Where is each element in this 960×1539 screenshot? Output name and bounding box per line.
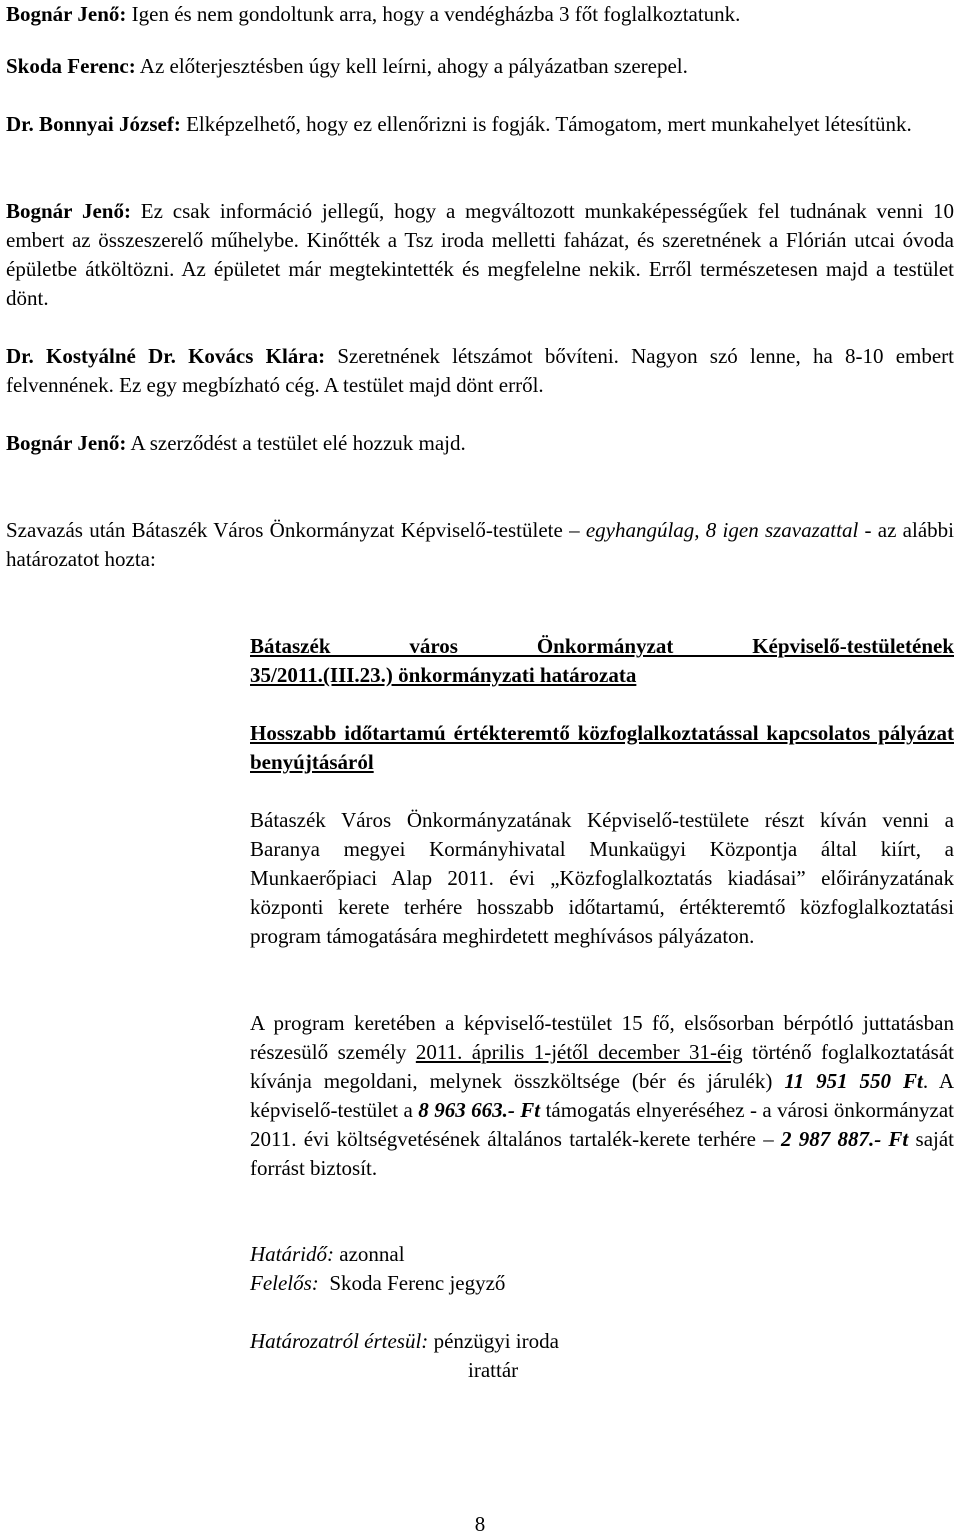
speaker-name: Dr. Kostyálné Dr. Kovács Klára: [6,344,326,368]
speaker-name: Bognár Jenő: [6,199,131,223]
notify-label: Határozatról értesül: [250,1329,429,1353]
resolution-subject: Hosszabb időtartamú értékteremtő közfoglalkoztatással kapcsolatos pályázat benyújtásáról [250,721,954,774]
responsible-label: Felelős: [250,1271,319,1295]
dialogue-entry-4 [6,197,954,313]
vote-result: egyhangúlag, 8 igen szavazattal [585,518,859,542]
resolution-title-line1: Bátaszék város Önkormányzat Képviselő-testületének [250,634,954,658]
dialogue-text: Ez csak információ jellegű, hogy a megváltozott munkaképességűek fel tudnának venni 10 embert az összeszerelő műhelybe. Kinőtték a Tsz iroda melletti faházat, és szeretnének a Flórián utcai óvoda épületbe átköltözni. Az épületet már megtekintették és megfelelne nekik. Erről természetesen majd a testület dönt. [6,199,955,310]
speaker-name: Dr. Bonnyai József: [6,112,181,136]
dialogue-entry-3 [6,110,954,139]
dialogue-text: Igen és nem gondoltunk arra, hogy a vendégházba 3 főt foglalkoztatunk. [126,2,741,26]
speaker-name: Bognár Jenő: [6,431,127,455]
dialogue-entry-2 [6,52,954,81]
dialogue-text: Elképzelhető, hogy ez ellenőrizni is fogják. Támogatom, mert munkahelyet létesítünk. [180,112,912,136]
dialogue-entry-1 [6,0,954,29]
own-funds: 2 987 887.- Ft [780,1127,909,1151]
support-amount: 8 963 663.- Ft [418,1098,541,1122]
body2-text: saját forrást biztosít. [250,1127,955,1180]
notify-line [250,1327,954,1356]
body2-text: . A képviselő-testület a [250,1069,955,1122]
deadline-line [250,1240,954,1269]
body2-text: történő foglalkoztatását kívánja megoldani, melynek összköltsége (bér és járulék) [250,1040,954,1093]
dialogue-entry-5 [6,342,954,400]
vote-statement [6,516,954,574]
resolution-body-1: Bátaszék Város Önkormányzatának Képviselő-testülete részt kíván venni a Baranya megyei Kormányhivatal Munkaügyi Központja által kiírt, a Munkaerőpiaci Alap 2011. évi „Közfoglalkoztatás kiadásai” előirányzatának központi kerete terhére hosszabb időtartamú, értékteremtő közfoglalkoztatási program támogatására meghirdetett meghívásos pályázaton. [250,808,954,948]
vote-prefix: Szavazás után Bátaszék Város Önkormányzat Képviselő-testülete – [6,518,586,542]
total-cost: 11 951 550 Ft [784,1069,923,1093]
responsible-value: Skoda Ferenc jegyző [318,1271,506,1295]
speaker-name: Bognár Jenő: [6,2,127,26]
dialogue-text: Az előterjesztésben úgy kell leírni, ahogy a pályázatban szerepel. [135,54,688,78]
deadline-value: azonnal [334,1242,405,1266]
speaker-name: Skoda Ferenc: [6,54,136,78]
dialogue-entry-6 [6,429,954,458]
vote-suffix: - az alábbi határozatot hozta: [6,518,954,571]
resolution-body-2 [250,1009,954,1183]
body2-text: támogatás elnyeréséhez - a városi önkormányzat 2011. évi költségvetésének általános tartalék-kerete terhére – [250,1098,955,1151]
resolution-title [250,632,954,690]
dialogue-text: Szeretnének létszámot bővíteni. Nagyon szó lenne, ha 8-10 embert felvennének. Ez egy megbízható cég. A testület majd dönt erről. [6,344,954,397]
page-number: 8 [474,1512,486,1536]
responsible-line [250,1269,954,1298]
dialogue-text: A szerződést a testület elé hozzuk majd. [126,431,466,455]
notify-line-2: irattár [468,1358,519,1382]
notify-value-1: pénzügyi iroda [428,1329,559,1353]
employment-period: 2011. április 1-jétől december 31-éig [415,1040,743,1064]
deadline-label: Határidő: [250,1242,334,1266]
body2-text: A program keretében a képviselő-testület 15 fő, elsősorban bérpótló juttatásban részesülő személy [250,1011,954,1064]
resolution-title-line2: 35/2011.(III.23.) önkormányzati határozata [250,663,637,687]
